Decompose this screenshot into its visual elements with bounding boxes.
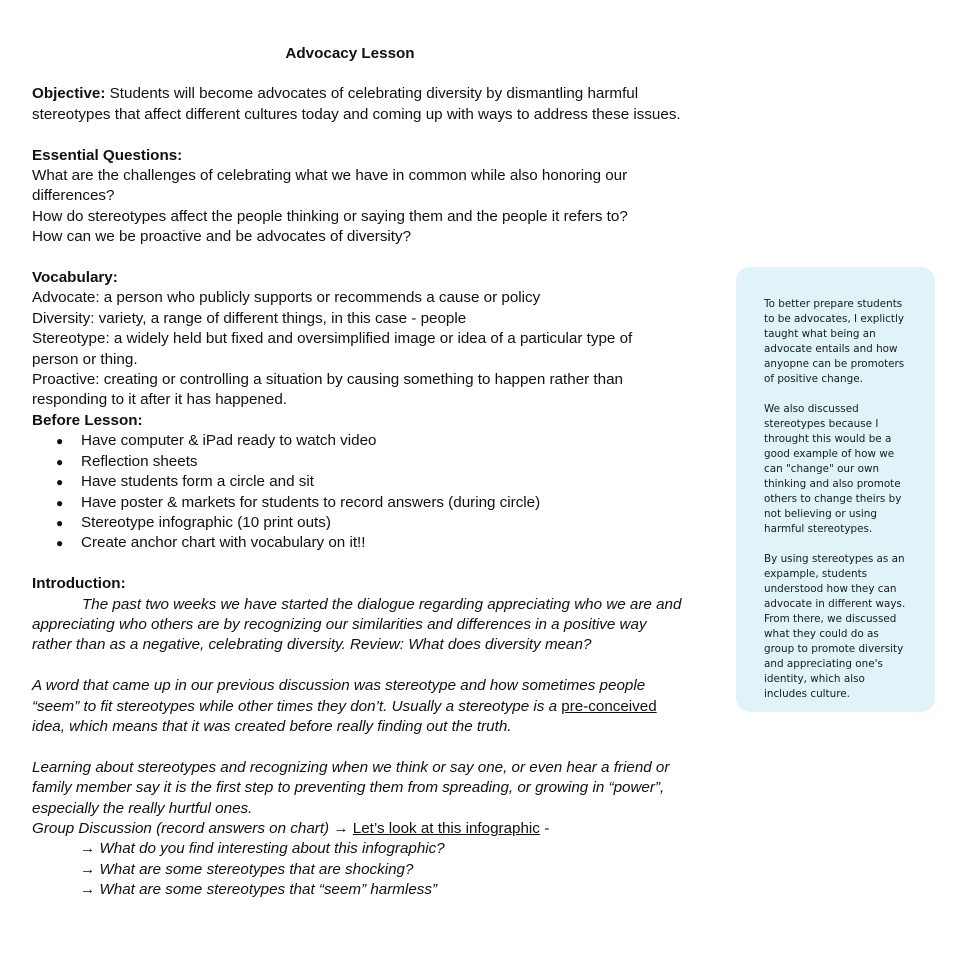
discussion-question: → What are some stereotypes that “seem” harmless” — [80, 881, 438, 899]
group-discussion — [32, 819, 682, 839]
infographic-link[interactable]: Let’s look at this infographic — [352, 819, 540, 837]
introduction-paragraph — [32, 676, 682, 737]
side-note-paragraph: To better prepare students to be advocates, I explictly taught what being an advocate entails and how anyopne can be promoters of positive change. — [764, 298, 905, 385]
discussion-question: → What are some stereotypes that are shocking? — [80, 860, 414, 878]
paragraph-text: A word that came up in our previous discussion was stereotype and how sometimes people “seem” to fit stereotypes while other times they don’t. Usually a stereotype is a — [32, 677, 646, 715]
vocabulary-item: Proactive: creating or controlling a situation by causing something to happen rather than responding to it after it has happened. — [32, 371, 623, 409]
objective-text: Students will become advocates of celebrating diversity by dismantling harmful stereotypes that affect different cultures today and coming up with ways to address these issues. — [32, 85, 681, 123]
before-lesson-list — [32, 431, 682, 553]
document-title: Advocacy Lesson — [285, 45, 415, 62]
list-item: ● Create anchor chart with vocabulary on it!! — [32, 533, 682, 553]
introduction-heading: Introduction: — [32, 575, 126, 593]
essential-question: What are the challenges of celebrating what we have in common while also honoring our differences? — [32, 167, 628, 205]
list-item: ● Have poster & markets for students to record answers (during circle) — [32, 493, 682, 513]
essential-question: How do stereotypes affect the people thinking or saying them and the people it refers to? — [32, 207, 628, 225]
vocabulary-item: Diversity: variety, a range of different things, in this case - people — [32, 309, 467, 327]
introduction-paragraph: Learning about stereotypes and recognizing when we think or say one, or even hear a friend or family member say it is the first step to preventing them from spreading, or growing in “power”, especially the really hurtful ones. — [32, 758, 670, 817]
introduction-paragraph: The past two weeks we have started the dialogue regarding appreciating who we are and appreciating who others are by recognizing our similarities and differences in a positive way rather than as a negative, celebrating diversity. Review: What does diversity mean? — [32, 595, 682, 654]
group-discussion-suffix: - — [539, 819, 550, 837]
side-note-paragraph: We also discussed stereotypes because I throught this would be a good example of how we can "change" our own thinking and also promote others to change theirs by not believing or using harmful stereotypes. — [764, 403, 902, 535]
vocabulary-item: Advocate: a person who publicly supports or recommends a cause or policy — [32, 289, 541, 307]
essential-question: How can we be proactive and be advocates of diversity? — [32, 228, 412, 246]
lesson-document — [32, 44, 682, 901]
vocabulary-heading: Vocabulary: — [32, 269, 118, 287]
pre-conceived-term: pre-conceived — [561, 697, 657, 715]
paragraph-text: idea, which means that it was created before really finding out the truth. — [32, 717, 512, 735]
objective-label: Objective: — [32, 85, 106, 103]
before-lesson-heading: Before Lesson: — [32, 411, 143, 429]
side-note-paragraph: By using stereotypes as an expample, students understood how they can advocate in different ways. From there, we discussed what they could do as group to promote diversity and appreciating one's identity, which also includes culture. — [764, 553, 906, 700]
list-item: ● Have computer & iPad ready to watch video — [32, 431, 682, 451]
group-discussion-text: Group Discussion (record answers on chart) → — [32, 819, 353, 837]
list-item: ● Have students form a circle and sit — [32, 472, 682, 492]
discussion-question: → What do you find interesting about this infographic? — [80, 840, 445, 858]
list-item: ● Stereotype infographic (10 print outs) — [32, 513, 682, 533]
objective — [32, 84, 682, 125]
essential-questions-heading: Essential Questions: — [32, 146, 183, 164]
list-item: ● Reflection sheets — [32, 452, 682, 472]
side-note-comment — [736, 267, 935, 712]
vocabulary-item: Stereotype: a widely held but fixed and oversimplified image or idea of a particular type of person or thing. — [32, 330, 633, 368]
